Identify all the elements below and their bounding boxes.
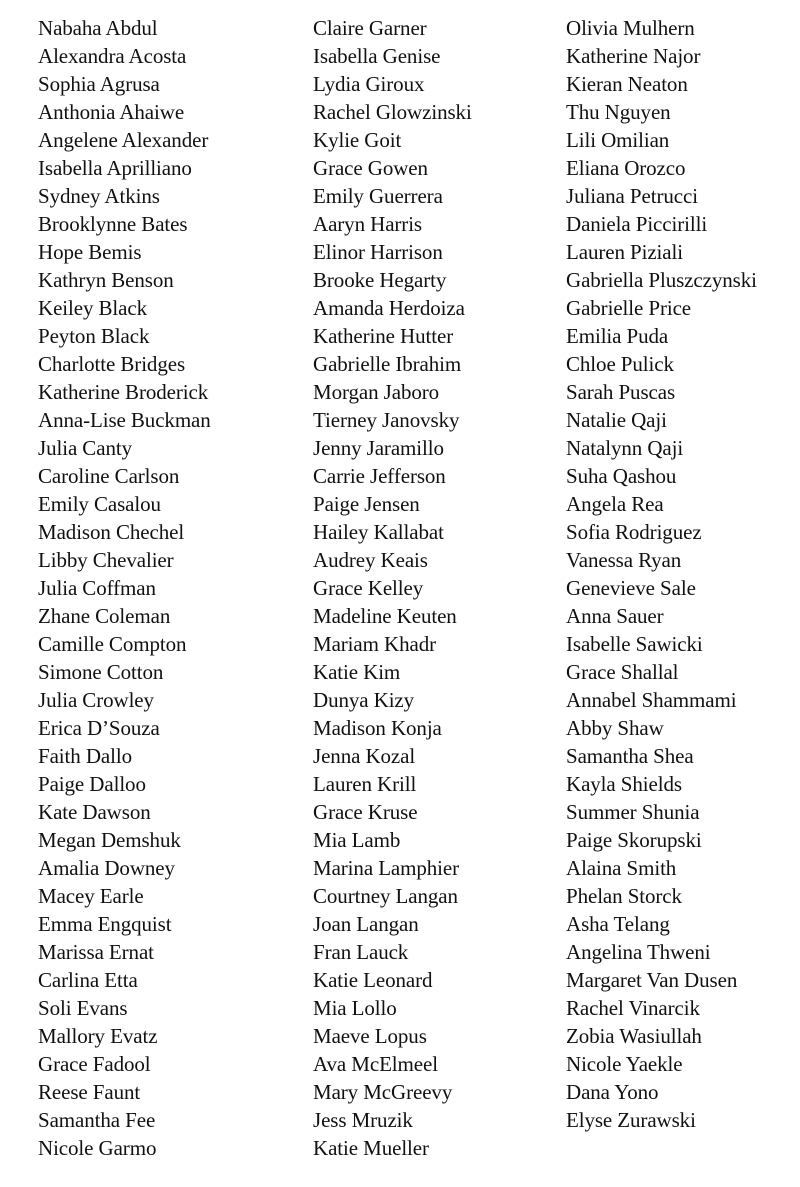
name-entry: Katie Mueller xyxy=(313,1136,429,1160)
name-list xyxy=(0,14,800,1174)
name-entry: Grace Fadool xyxy=(38,1052,151,1076)
name-entry: Gabriella Pluszczynski xyxy=(566,268,757,292)
name-entry: Morgan Jaboro xyxy=(313,380,440,404)
name-entry: Marina Lamphier xyxy=(313,856,460,880)
name-entry: Carrie Jefferson xyxy=(313,464,446,488)
name-entry: Paige Dalloo xyxy=(38,772,146,796)
name-entry: Asha Telang xyxy=(566,912,670,936)
name-entry: Ava McElmeel xyxy=(313,1052,438,1076)
name-entry: Zhane Coleman xyxy=(38,604,171,628)
name-entry: Angelene Alexander xyxy=(38,128,209,152)
name-entry: Anna-Lise Buckman xyxy=(38,408,211,432)
name-entry: Amanda Herdoiza xyxy=(313,296,465,320)
name-entry: Lauren Piziali xyxy=(566,240,683,264)
name-entry: Madison Konja xyxy=(313,716,442,740)
name-entry: Phelan Storck xyxy=(566,884,682,908)
name-entry: Brooklynne Bates xyxy=(38,212,188,236)
name-entry: Kate Dawson xyxy=(38,800,151,824)
name-entry: Joan Langan xyxy=(313,912,419,936)
name-entry: Marissa Ernat xyxy=(38,940,154,964)
name-entry: Keiley Black xyxy=(38,296,148,320)
name-entry: Anna Sauer xyxy=(566,604,664,628)
name-entry: Isabella Genise xyxy=(313,44,441,68)
name-entry: Hope Bemis xyxy=(38,240,142,264)
name-entry: Sofia Rodriguez xyxy=(566,520,702,544)
name-entry: Grace Kruse xyxy=(313,800,418,824)
name-entry: Samantha Fee xyxy=(38,1108,156,1132)
name-entry: Amalia Downey xyxy=(38,856,175,880)
name-entry: Elinor Harrison xyxy=(313,240,443,264)
name-entry: Julia Crowley xyxy=(38,688,154,712)
name-entry: Kieran Neaton xyxy=(566,72,688,96)
name-entry: Alexandra Acosta xyxy=(38,44,187,68)
name-entry: Samantha Shea xyxy=(566,744,694,768)
name-entry: Katherine Najor xyxy=(566,44,701,68)
name-entry: Hailey Kallabat xyxy=(313,520,444,544)
name-entry: Paige Jensen xyxy=(313,492,420,516)
name-entry: Annabel Shammami xyxy=(566,688,737,712)
name-entry: Emily Casalou xyxy=(38,492,161,516)
name-entry: Grace Kelley xyxy=(313,576,424,600)
name-entry: Angelina Thweni xyxy=(566,940,711,964)
name-entry: Chloe Pulick xyxy=(566,352,674,376)
name-entry: Isabelle Sawicki xyxy=(566,632,703,656)
name-entry: Mallory Evatz xyxy=(38,1024,158,1048)
name-entry: Abby Shaw xyxy=(566,716,664,740)
name-entry: Genevieve Sale xyxy=(566,576,696,600)
name-entry: Sydney Atkins xyxy=(38,184,160,208)
name-entry: Katie Kim xyxy=(313,660,401,684)
name-entry: Maeve Lopus xyxy=(313,1024,427,1048)
name-entry: Nicole Garmo xyxy=(38,1136,157,1160)
name-entry: Kayla Shields xyxy=(566,772,682,796)
name-entry: Zobia Wasiullah xyxy=(566,1024,702,1048)
name-entry: Madison Chechel xyxy=(38,520,185,544)
name-entry: Katherine Hutter xyxy=(313,324,454,348)
name-entry: Dunya Kizy xyxy=(313,688,415,712)
name-entry: Alaina Smith xyxy=(566,856,677,880)
name-entry: Charlotte Bridges xyxy=(38,352,186,376)
name-entry: Madeline Keuten xyxy=(313,604,457,628)
name-entry: Julia Canty xyxy=(38,436,132,460)
name-entry: Emily Guerrera xyxy=(313,184,443,208)
name-entry: Sophia Agrusa xyxy=(38,72,160,96)
name-column-1 xyxy=(38,14,308,1162)
name-entry: Caroline Carlson xyxy=(38,464,180,488)
name-entry: Soli Evans xyxy=(38,996,128,1020)
name-entry: Macey Earle xyxy=(38,884,144,908)
name-entry: Courtney Langan xyxy=(313,884,458,908)
name-entry: Angela Rea xyxy=(566,492,664,516)
name-entry: Katherine Broderick xyxy=(38,380,209,404)
name-entry: Margaret Van Dusen xyxy=(566,968,738,992)
name-entry: Vanessa Ryan xyxy=(566,548,682,572)
name-entry: Kathryn Benson xyxy=(38,268,174,292)
name-entry: Brooke Hegarty xyxy=(313,268,447,292)
name-column-2 xyxy=(313,14,563,1162)
name-entry: Gabrielle Ibrahim xyxy=(313,352,462,376)
name-entry: Simone Cotton xyxy=(38,660,164,684)
name-entry: Sarah Puscas xyxy=(566,380,676,404)
name-entry: Faith Dallo xyxy=(38,744,132,768)
name-entry: Summer Shunia xyxy=(566,800,700,824)
name-entry: Peyton Black xyxy=(38,324,150,348)
name-entry: Eliana Orozco xyxy=(566,156,686,180)
name-entry: Olivia Mulhern xyxy=(566,16,695,40)
name-entry: Thu Nguyen xyxy=(566,100,671,124)
name-entry: Katie Leonard xyxy=(313,968,433,992)
name-entry: Dana Yono xyxy=(566,1080,659,1104)
name-entry: Grace Gowen xyxy=(313,156,428,180)
name-entry: Suha Qashou xyxy=(566,464,677,488)
name-entry: Daniela Piccirilli xyxy=(566,212,708,236)
name-entry: Fran Lauck xyxy=(313,940,409,964)
name-entry: Claire Garner xyxy=(313,16,427,40)
name-entry: Carlina Etta xyxy=(38,968,138,992)
name-entry: Isabella Aprilliano xyxy=(38,156,192,180)
name-entry: Mia Lamb xyxy=(313,828,401,852)
name-entry: Paige Skorupski xyxy=(566,828,702,852)
name-entry: Nabaha Abdul xyxy=(38,16,158,40)
name-entry: Juliana Petrucci xyxy=(566,184,698,208)
name-entry: Erica D’Souza xyxy=(38,716,160,740)
name-entry: Julia Coffman xyxy=(38,576,156,600)
name-entry: Megan Demshuk xyxy=(38,828,181,852)
name-entry: Mariam Khadr xyxy=(313,632,437,656)
name-entry: Gabrielle Price xyxy=(566,296,692,320)
name-entry: Rachel Glowzinski xyxy=(313,100,472,124)
name-entry: Emma Engquist xyxy=(38,912,172,936)
name-entry: Grace Shallal xyxy=(566,660,679,684)
name-entry: Nicole Yaekle xyxy=(566,1052,683,1076)
name-entry: Natalie Qaji xyxy=(566,408,667,432)
name-entry: Camille Compton xyxy=(38,632,187,656)
name-entry: Libby Chevalier xyxy=(38,548,174,572)
name-entry: Jenny Jaramillo xyxy=(313,436,444,460)
name-entry: Mary McGreevy xyxy=(313,1080,453,1104)
name-entry: Jess Mruzik xyxy=(313,1108,413,1132)
name-entry: Aaryn Harris xyxy=(313,212,423,236)
name-entry: Rachel Vinarcik xyxy=(566,996,700,1020)
name-entry: Jenna Kozal xyxy=(313,744,416,768)
name-entry: Mia Lollo xyxy=(313,996,397,1020)
name-entry: Lili Omilian xyxy=(566,128,670,152)
name-entry: Emilia Puda xyxy=(566,324,669,348)
name-entry: Natalynn Qaji xyxy=(566,436,684,460)
name-column-3 xyxy=(566,14,800,1134)
name-entry: Tierney Janovsky xyxy=(313,408,460,432)
name-entry: Reese Faunt xyxy=(38,1080,141,1104)
name-entry: Lydia Giroux xyxy=(313,72,425,96)
name-entry: Kylie Goit xyxy=(313,128,402,152)
name-entry: Elyse Zurawski xyxy=(566,1108,696,1132)
name-entry: Anthonia Ahaiwe xyxy=(38,100,185,124)
name-entry: Lauren Krill xyxy=(313,772,417,796)
name-entry: Audrey Keais xyxy=(313,548,428,572)
